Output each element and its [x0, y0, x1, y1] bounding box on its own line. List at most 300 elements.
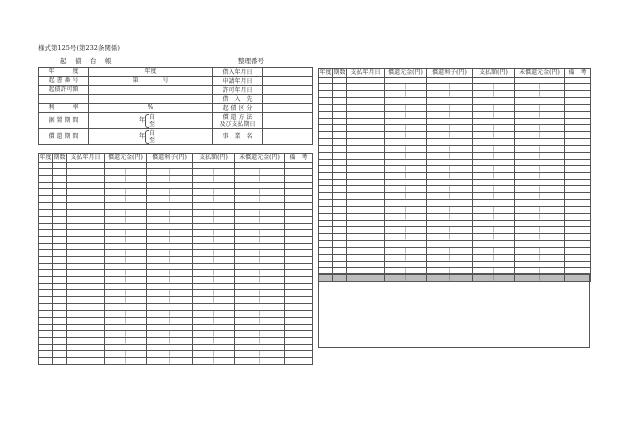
ledger-cell[interactable] [565, 132, 591, 139]
ledger-cell[interactable] [235, 310, 285, 317]
ledger-cell[interactable] [105, 297, 147, 304]
ledger-cell[interactable] [105, 317, 147, 324]
ledger-cell[interactable] [53, 176, 67, 183]
ledger-cell[interactable] [39, 357, 53, 364]
ledger-cell[interactable] [39, 169, 53, 176]
ledger-cell[interactable] [333, 145, 347, 152]
ledger-cell[interactable] [67, 249, 105, 256]
ledger-cell[interactable] [347, 186, 385, 193]
ledger-cell[interactable] [285, 249, 313, 256]
ledger-cell[interactable] [515, 104, 565, 111]
ledger-cell[interactable] [427, 193, 473, 200]
ledger-cell[interactable] [319, 125, 333, 132]
ledger-cell[interactable] [53, 236, 67, 243]
ledger-cell[interactable] [333, 84, 347, 91]
ledger-cell[interactable] [333, 165, 347, 172]
ledger-cell[interactable] [147, 176, 193, 183]
ledger-cell[interactable] [347, 104, 385, 111]
ledger-cell[interactable] [427, 145, 473, 152]
ledger-cell[interactable] [385, 104, 427, 111]
header-left-value[interactable] [89, 95, 213, 104]
ledger-cell[interactable] [333, 227, 347, 234]
ledger-cell[interactable] [53, 270, 67, 277]
ledger-cell[interactable] [285, 317, 313, 324]
ledger-cell[interactable] [515, 206, 565, 213]
ledger-cell[interactable] [473, 132, 515, 139]
ledger-cell[interactable] [515, 91, 565, 98]
ledger-cell[interactable] [105, 330, 147, 337]
ledger-cell[interactable] [193, 229, 235, 236]
ledger-cell[interactable] [105, 350, 147, 357]
ledger-cell[interactable] [285, 350, 313, 357]
ledger-cell[interactable] [147, 270, 193, 277]
ledger-cell[interactable] [385, 111, 427, 118]
ledger-cell[interactable] [515, 254, 565, 261]
ledger-cell[interactable] [385, 165, 427, 172]
ledger-cell[interactable] [147, 290, 193, 297]
ledger-cell[interactable] [285, 270, 313, 277]
ledger-cell[interactable] [67, 357, 105, 364]
ledger-cell[interactable] [67, 270, 105, 277]
ledger-cell[interactable] [427, 186, 473, 193]
ledger-cell[interactable] [285, 176, 313, 183]
ledger-cell[interactable] [235, 277, 285, 284]
ledger-cell[interactable] [319, 172, 333, 179]
ledger-cell[interactable] [147, 317, 193, 324]
ledger-cell[interactable] [53, 196, 67, 203]
ledger-cell[interactable] [53, 189, 67, 196]
ledger-cell[interactable] [565, 152, 591, 159]
ledger-cell[interactable] [565, 247, 591, 254]
ledger-cell[interactable] [105, 357, 147, 364]
ledger-cell[interactable] [565, 125, 591, 132]
ledger-cell[interactable] [515, 247, 565, 254]
ledger-cell[interactable] [319, 132, 333, 139]
ledger-cell[interactable] [285, 216, 313, 223]
ledger-cell[interactable] [39, 216, 53, 223]
ledger-cell[interactable] [319, 193, 333, 200]
ledger-cell[interactable] [39, 176, 53, 183]
ledger-cell[interactable] [105, 256, 147, 263]
ledger-cell[interactable] [53, 330, 67, 337]
ledger-cell[interactable] [193, 169, 235, 176]
ledger-cell[interactable] [67, 277, 105, 284]
ledger-cell[interactable] [235, 290, 285, 297]
ledger-cell[interactable] [193, 310, 235, 317]
header-left-value[interactable] [89, 129, 213, 145]
ledger-cell[interactable] [53, 229, 67, 236]
ledger-cell[interactable] [565, 84, 591, 91]
ledger-cell[interactable] [473, 111, 515, 118]
ledger-cell[interactable] [285, 229, 313, 236]
ledger-cell[interactable] [285, 236, 313, 243]
ledger-cell[interactable] [473, 234, 515, 241]
ledger-cell[interactable] [147, 297, 193, 304]
ledger-cell[interactable] [193, 290, 235, 297]
ledger-cell[interactable] [473, 172, 515, 179]
ledger-cell[interactable] [385, 213, 427, 220]
ledger-cell[interactable] [53, 317, 67, 324]
ledger-cell[interactable] [235, 270, 285, 277]
ledger-cell[interactable] [67, 176, 105, 183]
ledger-cell[interactable] [515, 227, 565, 234]
ledger-cell[interactable] [285, 297, 313, 304]
ledger-cell[interactable] [67, 236, 105, 243]
ledger-cell[interactable] [515, 84, 565, 91]
ledger-cell[interactable] [53, 216, 67, 223]
ledger-cell[interactable] [385, 152, 427, 159]
ledger-cell[interactable] [193, 176, 235, 183]
ledger-cell[interactable] [193, 270, 235, 277]
ledger-cell[interactable] [235, 330, 285, 337]
ledger-cell[interactable] [53, 277, 67, 284]
ledger-cell[interactable] [347, 172, 385, 179]
ledger-cell[interactable] [53, 169, 67, 176]
ledger-cell[interactable] [319, 186, 333, 193]
ledger-cell[interactable] [515, 111, 565, 118]
ledger-cell[interactable] [39, 317, 53, 324]
ledger-cell[interactable] [67, 209, 105, 216]
ledger-cell[interactable] [427, 104, 473, 111]
ledger-cell[interactable] [385, 247, 427, 254]
ledger-cell[interactable] [235, 249, 285, 256]
ledger-cell[interactable] [347, 234, 385, 241]
ledger-cell[interactable] [565, 206, 591, 213]
ledger-cell[interactable] [385, 84, 427, 91]
ledger-cell[interactable] [319, 254, 333, 261]
ledger-cell[interactable] [427, 91, 473, 98]
ledger-cell[interactable] [105, 249, 147, 256]
ledger-cell[interactable] [515, 145, 565, 152]
ledger-cell[interactable] [235, 337, 285, 344]
ledger-cell[interactable] [565, 145, 591, 152]
ledger-cell[interactable] [53, 297, 67, 304]
ledger-cell[interactable] [347, 247, 385, 254]
ledger-cell[interactable] [319, 247, 333, 254]
ledger-cell[interactable] [473, 104, 515, 111]
ledger-cell[interactable] [473, 206, 515, 213]
ledger-cell[interactable] [67, 290, 105, 297]
ledger-cell[interactable] [193, 189, 235, 196]
ledger-cell[interactable] [427, 111, 473, 118]
ledger-cell[interactable] [67, 216, 105, 223]
ledger-cell[interactable] [319, 91, 333, 98]
ledger-cell[interactable] [473, 186, 515, 193]
ledger-cell[interactable] [427, 234, 473, 241]
ledger-cell[interactable] [427, 247, 473, 254]
ledger-cell[interactable] [333, 111, 347, 118]
ledger-cell[interactable] [333, 152, 347, 159]
ledger-cell[interactable] [565, 172, 591, 179]
ledger-cell[interactable] [347, 213, 385, 220]
ledger-cell[interactable] [473, 227, 515, 234]
ledger-cell[interactable] [427, 84, 473, 91]
ledger-cell[interactable] [427, 172, 473, 179]
ledger-cell[interactable] [105, 176, 147, 183]
ledger-cell[interactable] [285, 196, 313, 203]
ledger-cell[interactable] [193, 317, 235, 324]
ledger-cell[interactable] [347, 111, 385, 118]
ledger-cell[interactable] [285, 256, 313, 263]
ledger-cell[interactable] [193, 196, 235, 203]
ledger-cell[interactable] [515, 125, 565, 132]
ledger-cell[interactable] [385, 186, 427, 193]
ledger-cell[interactable] [285, 189, 313, 196]
ledger-cell[interactable] [319, 165, 333, 172]
ledger-cell[interactable] [235, 209, 285, 216]
ledger-cell[interactable] [67, 256, 105, 263]
ledger-cell[interactable] [285, 277, 313, 284]
ledger-cell[interactable] [147, 337, 193, 344]
ledger-cell[interactable] [147, 277, 193, 284]
ledger-cell[interactable] [105, 337, 147, 344]
ledger-cell[interactable] [515, 193, 565, 200]
ledger-cell[interactable] [39, 236, 53, 243]
ledger-cell[interactable] [427, 213, 473, 220]
ledger-cell[interactable] [105, 169, 147, 176]
ledger-cell[interactable] [385, 206, 427, 213]
ledger-cell[interactable] [39, 330, 53, 337]
ledger-cell[interactable] [147, 357, 193, 364]
ledger-cell[interactable] [427, 254, 473, 261]
ledger-cell[interactable] [319, 234, 333, 241]
ledger-cell[interactable] [53, 310, 67, 317]
ledger-cell[interactable] [235, 176, 285, 183]
ledger-cell[interactable] [235, 169, 285, 176]
ledger-cell[interactable] [53, 256, 67, 263]
ledger-cell[interactable] [67, 229, 105, 236]
header-right-value[interactable] [263, 104, 313, 113]
header-left-value[interactable] [89, 86, 213, 95]
ledger-cell[interactable] [319, 145, 333, 152]
ledger-cell[interactable] [193, 350, 235, 357]
ledger-cell[interactable] [235, 196, 285, 203]
ledger-cell[interactable] [67, 350, 105, 357]
ledger-cell[interactable] [515, 152, 565, 159]
ledger-cell[interactable] [147, 229, 193, 236]
ledger-cell[interactable] [319, 227, 333, 234]
ledger-cell[interactable] [333, 91, 347, 98]
ledger-cell[interactable] [105, 310, 147, 317]
ledger-cell[interactable] [39, 350, 53, 357]
ledger-cell[interactable] [105, 277, 147, 284]
ledger-cell[interactable] [67, 330, 105, 337]
ledger-cell[interactable] [193, 209, 235, 216]
ledger-cell[interactable] [473, 145, 515, 152]
ledger-cell[interactable] [235, 317, 285, 324]
header-right-value[interactable] [263, 95, 313, 104]
ledger-cell[interactable] [147, 189, 193, 196]
ledger-cell[interactable] [473, 125, 515, 132]
ledger-cell[interactable] [193, 236, 235, 243]
ledger-cell[interactable] [39, 297, 53, 304]
header-right-value[interactable] [263, 113, 313, 129]
ledger-cell[interactable] [235, 297, 285, 304]
ledger-cell[interactable] [105, 196, 147, 203]
ledger-cell[interactable] [193, 216, 235, 223]
ledger-cell[interactable] [105, 236, 147, 243]
ledger-cell[interactable] [347, 193, 385, 200]
ledger-cell[interactable] [235, 256, 285, 263]
ledger-cell[interactable] [235, 350, 285, 357]
ledger-cell[interactable] [347, 145, 385, 152]
ledger-cell[interactable] [565, 104, 591, 111]
ledger-cell[interactable] [67, 310, 105, 317]
ledger-cell[interactable] [53, 290, 67, 297]
ledger-cell[interactable] [473, 254, 515, 261]
ledger-cell[interactable] [427, 165, 473, 172]
ledger-cell[interactable] [319, 111, 333, 118]
ledger-cell[interactable] [285, 310, 313, 317]
ledger-cell[interactable] [39, 196, 53, 203]
ledger-cell[interactable] [39, 256, 53, 263]
ledger-cell[interactable] [193, 357, 235, 364]
ledger-cell[interactable] [193, 330, 235, 337]
ledger-cell[interactable] [147, 216, 193, 223]
ledger-cell[interactable] [333, 254, 347, 261]
ledger-cell[interactable] [333, 247, 347, 254]
ledger-cell[interactable] [319, 152, 333, 159]
ledger-cell[interactable] [515, 132, 565, 139]
ledger-cell[interactable] [347, 206, 385, 213]
ledger-cell[interactable] [333, 172, 347, 179]
ledger-cell[interactable] [39, 249, 53, 256]
ledger-cell[interactable] [347, 84, 385, 91]
ledger-cell[interactable] [347, 91, 385, 98]
ledger-cell[interactable] [67, 196, 105, 203]
ledger-cell[interactable] [193, 256, 235, 263]
ledger-cell[interactable] [515, 213, 565, 220]
ledger-cell[interactable] [105, 216, 147, 223]
ledger-cell[interactable] [333, 206, 347, 213]
ledger-cell[interactable] [193, 249, 235, 256]
ledger-cell[interactable] [193, 337, 235, 344]
ledger-cell[interactable] [515, 186, 565, 193]
ledger-cell[interactable] [333, 193, 347, 200]
ledger-cell[interactable] [319, 84, 333, 91]
ledger-cell[interactable] [427, 132, 473, 139]
ledger-cell[interactable] [235, 229, 285, 236]
ledger-cell[interactable] [147, 169, 193, 176]
ledger-cell[interactable] [565, 254, 591, 261]
ledger-cell[interactable] [473, 213, 515, 220]
ledger-cell[interactable] [385, 227, 427, 234]
ledger-cell[interactable] [39, 270, 53, 277]
ledger-cell[interactable] [333, 125, 347, 132]
ledger-cell[interactable] [347, 152, 385, 159]
ledger-cell[interactable] [427, 227, 473, 234]
ledger-cell[interactable] [285, 337, 313, 344]
ledger-cell[interactable] [147, 249, 193, 256]
ledger-cell[interactable] [285, 209, 313, 216]
ledger-cell[interactable] [147, 236, 193, 243]
ledger-cell[interactable] [347, 165, 385, 172]
ledger-cell[interactable] [347, 227, 385, 234]
ledger-cell[interactable] [147, 310, 193, 317]
ledger-cell[interactable] [285, 330, 313, 337]
ledger-cell[interactable] [333, 234, 347, 241]
ledger-cell[interactable] [285, 357, 313, 364]
ledger-cell[interactable] [515, 172, 565, 179]
header-right-value[interactable] [263, 77, 313, 86]
ledger-cell[interactable] [565, 91, 591, 98]
ledger-cell[interactable] [385, 145, 427, 152]
ledger-cell[interactable] [147, 209, 193, 216]
ledger-cell[interactable] [39, 209, 53, 216]
ledger-cell[interactable] [333, 186, 347, 193]
ledger-cell[interactable] [347, 132, 385, 139]
ledger-cell[interactable] [285, 169, 313, 176]
ledger-cell[interactable] [333, 104, 347, 111]
ledger-cell[interactable] [385, 172, 427, 179]
ledger-cell[interactable] [105, 290, 147, 297]
ledger-cell[interactable] [473, 165, 515, 172]
ledger-cell[interactable] [473, 84, 515, 91]
ledger-cell[interactable] [565, 165, 591, 172]
ledger-cell[interactable] [105, 270, 147, 277]
ledger-cell[interactable] [385, 132, 427, 139]
ledger-cell[interactable] [473, 247, 515, 254]
ledger-cell[interactable] [39, 310, 53, 317]
header-left-value[interactable]: 第 号 [89, 77, 213, 86]
ledger-cell[interactable] [285, 290, 313, 297]
header-right-value[interactable] [263, 86, 313, 95]
ledger-cell[interactable] [427, 125, 473, 132]
ledger-cell[interactable] [235, 216, 285, 223]
ledger-cell[interactable] [473, 193, 515, 200]
ledger-cell[interactable] [53, 337, 67, 344]
ledger-cell[interactable] [39, 189, 53, 196]
ledger-cell[interactable] [193, 277, 235, 284]
ledger-cell[interactable] [319, 213, 333, 220]
header-left-value[interactable]: 年度 [89, 68, 213, 77]
ledger-cell[interactable] [235, 236, 285, 243]
ledger-cell[interactable] [193, 297, 235, 304]
ledger-cell[interactable] [473, 91, 515, 98]
ledger-cell[interactable] [53, 209, 67, 216]
ledger-cell[interactable] [39, 229, 53, 236]
ledger-cell[interactable] [333, 132, 347, 139]
ledger-cell[interactable] [385, 125, 427, 132]
ledger-cell[interactable] [565, 193, 591, 200]
ledger-cell[interactable] [67, 337, 105, 344]
ledger-cell[interactable] [319, 206, 333, 213]
header-right-value[interactable] [263, 68, 313, 77]
ledger-cell[interactable] [385, 254, 427, 261]
ledger-cell[interactable] [105, 229, 147, 236]
ledger-cell[interactable] [515, 165, 565, 172]
ledger-cell[interactable] [319, 104, 333, 111]
ledger-cell[interactable] [565, 227, 591, 234]
ledger-cell[interactable] [67, 317, 105, 324]
ledger-cell[interactable] [565, 213, 591, 220]
ledger-cell[interactable] [333, 213, 347, 220]
ledger-cell[interactable] [385, 193, 427, 200]
ledger-cell[interactable] [39, 290, 53, 297]
ledger-cell[interactable] [67, 169, 105, 176]
ledger-cell[interactable] [385, 91, 427, 98]
header-left-value[interactable] [89, 113, 213, 129]
ledger-cell[interactable] [67, 189, 105, 196]
ledger-cell[interactable] [473, 152, 515, 159]
ledger-cell[interactable] [147, 330, 193, 337]
ledger-cell[interactable] [53, 249, 67, 256]
ledger-cell[interactable] [39, 277, 53, 284]
header-right-value[interactable] [263, 129, 313, 145]
ledger-cell[interactable] [565, 186, 591, 193]
ledger-cell[interactable] [147, 256, 193, 263]
ledger-cell[interactable] [427, 206, 473, 213]
